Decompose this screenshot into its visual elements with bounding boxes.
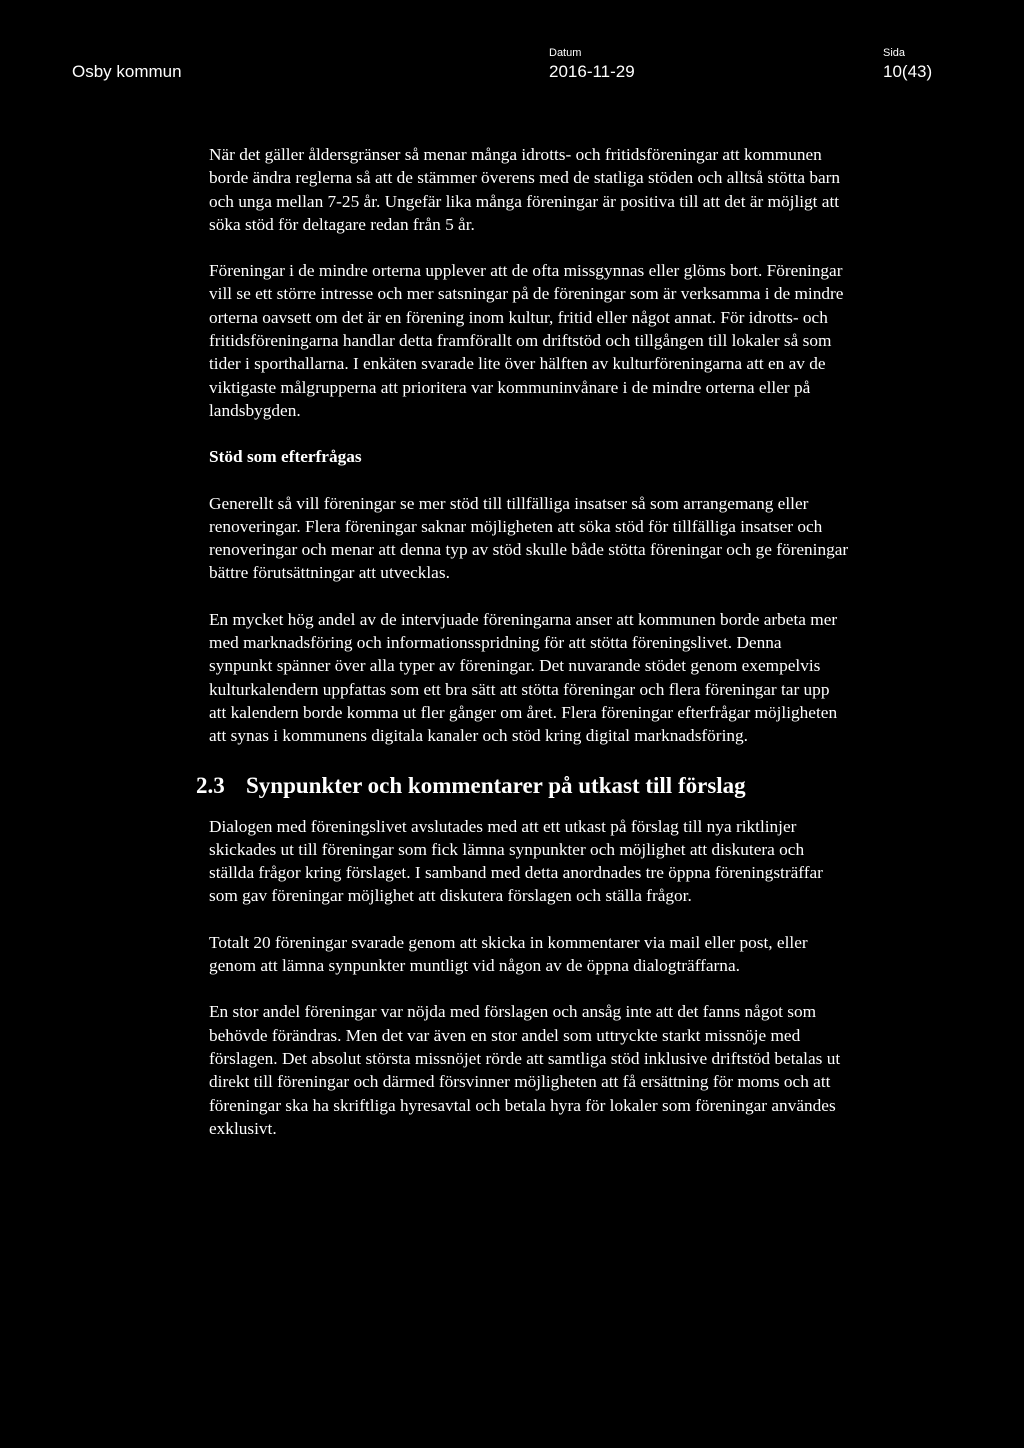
section-number: 2.3 — [196, 772, 225, 798]
page-number: 10(43) — [883, 62, 933, 81]
page-label: Sida — [883, 47, 906, 59]
section-heading — [196, 771, 849, 801]
date-label: Datum — [549, 47, 582, 59]
subheading-requested-support: Stöd som efterfrågas — [209, 447, 362, 467]
paragraph-responses: Totalt 20 föreningar svarade genom att skicka in kommentarer via mail eller post, eller genom att lämna synpunkter muntligt vid någon av de öppna dialogträffarna. — [209, 932, 808, 976]
paragraph-marketing: En mycket hög andel av de intervjuade föreningarna anser att kommunen borde arbeta mer med marknadsföring och informationsspridning för att stötta föreningslivet. Denna synpunkt spänner över alla typer av föreningar. Det nuvarande stödet genom exempelvis kulturkalendern uppfattas som ett bra sätt att stötta föreningar och flera föreningar tar upp att kalendern borde komma ut fler gånger om året. Flera föreningar efterfrågar möjligheten att synas i kommunens digitala kanaler och stöd kring digital marknadsföring. — [209, 609, 838, 746]
organization-name: Osby kommun — [72, 62, 182, 81]
paragraph-opinions: En stor andel föreningar var nöjda med förslagen och ansåg inte att det fanns något som behövde förändras. Men det var även en stor andel som uttryckte starkt missnöje med förslagen. Det absolut största missnöjet rörde att samtliga stöd inklusive driftstöd betalas ut direkt till föreningar och därmed försvinner möjligheten att få ersättning för moms och att föreningar ska ha skriftliga hyresavtal och betala hyra för lokaler som föreningar användes exklusivt. — [209, 1002, 841, 1138]
paragraph-temporary-support: Generellt så vill föreningar se mer stöd till tillfälliga insatser så som arrangemang eller renoveringar. Flera föreningar saknar möjligheten att söka stöd för tillfälliga insatser och renoveringar och menar att denna typ av stöd skulle både stötta föreningar och ge föreningar bättre förutsättningar att utvecklas. — [209, 493, 849, 583]
paragraph-age-limits: När det gäller åldersgränser så menar många idrotts- och fritidsföreningar att kommunen borde ändra reglerna så att de stämmer överens med de statliga stöden och alltså stötta barn och unga mellan 7-25 år. Ungefär lika många föreningar är positiva till att det är möjligt att söka stöd för deltagare redan från 5 år. — [209, 145, 841, 234]
document-body — [196, 143, 849, 1163]
paragraph-smaller-towns: Föreningar i de mindre orterna upplever att de ofta missgynnas eller glöms bort. Föreningar vill se ett större intresse och mer satsningar på de föreningar som är verksamma i de mindre orterna oavsett om det är en förening inom kultur, fritid eller något annat. För idrotts- och fritidsföreningarna handlar detta framförallt om driftstöd och tillgången till lokaler så som tider i sporthallarna. I enkäten svarade lite över hälften av kulturföreningarna att en av de viktigaste målgrupperna att prioritera var kommuninvånare i de mindre orterna eller på landsbygden. — [209, 261, 844, 420]
section-title: Synpunkter och kommentarer på utkast till förslag — [246, 772, 746, 798]
page-header — [0, 0, 1024, 100]
document-date: 2016-11-29 — [549, 62, 635, 81]
paragraph-dialogue: Dialogen med föreningslivet avslutades med att ett utkast på förslag till nya riktlinjer skickades ut till föreningar som fick lämna synpunkter och möjlighet att diskutera och ställda frågor kring förslaget. I samband med detta anordnades tre öppna föreningsträffar som gav föreningar möjlighet att diskutera förslagen och ställa frågor. — [209, 816, 823, 906]
